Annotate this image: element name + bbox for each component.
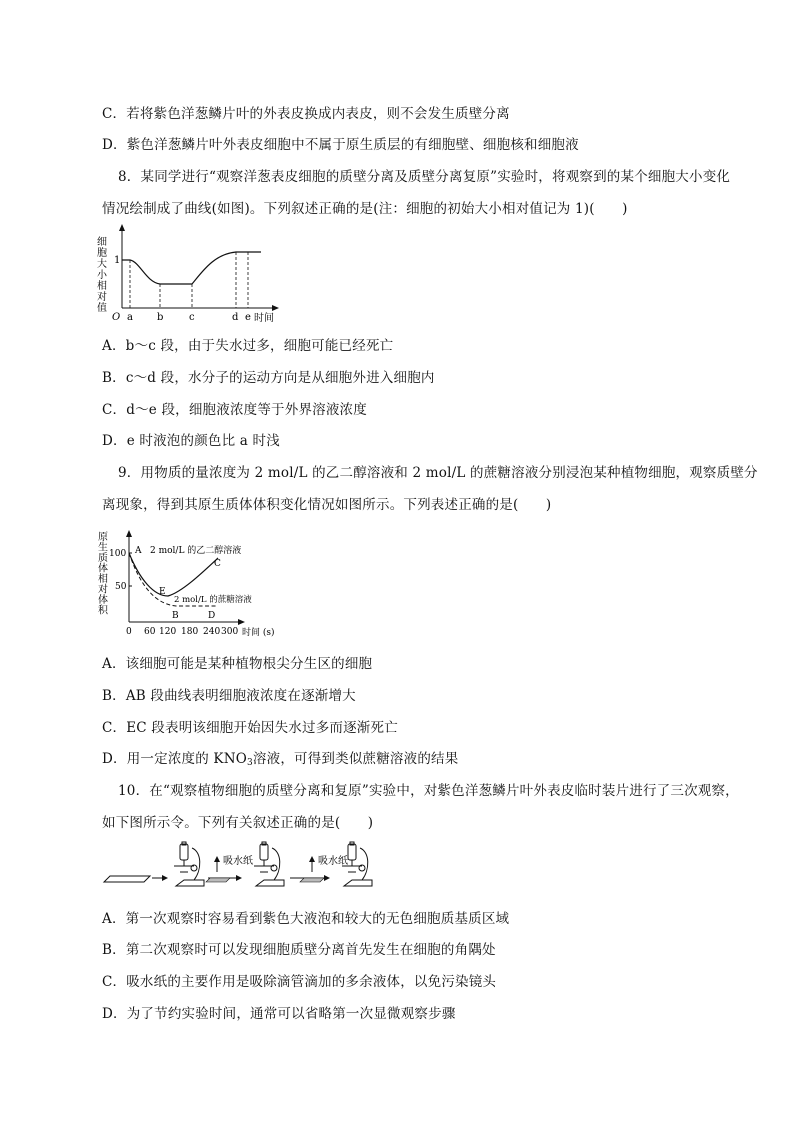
q9-series-ethylene-glycol-curve xyxy=(129,553,218,596)
q10-slide-3 xyxy=(300,878,324,882)
q9-x-axis-label: 时间 (s) xyxy=(242,628,275,638)
q10-option-a: A．第一次观察时容易看到紫色大液泡和较大的无色细胞质基质区域 xyxy=(102,911,510,927)
q9-protoplast-volume-chart xyxy=(96,528,296,642)
q9-point-b: B xyxy=(172,611,179,621)
q10-procedure-figure xyxy=(100,838,420,900)
q9-point-d: D xyxy=(208,611,216,621)
q9-point-a: A xyxy=(135,546,142,556)
q9-xtick-240: 240 xyxy=(203,627,221,637)
q9-option-b: B．AB 段曲线表明细胞液浓度在逐渐增大 xyxy=(102,688,356,704)
q10-slide-1 xyxy=(104,876,150,882)
q8-stem-line2: 情况绘制成了曲线(如图)。下列叙述正确的是(注：细胞的初始大小相对值记为 1)( ) xyxy=(102,201,628,217)
q10-slide-2 xyxy=(206,878,230,882)
q8-y-axis-label: 细胞大小相对值 xyxy=(94,236,106,312)
q10-label-absorbent-paper-2: 吸水纸 xyxy=(318,856,348,867)
q9-ytick-50: 50 xyxy=(115,582,127,592)
q9-option-d: D．用一定浓度的 $KNO_3$溶液，可得到类似蔗糖溶液的结果 xyxy=(102,751,459,768)
q8-option-c: C．d～e 段，细胞液浓度等于外界溶液浓度 xyxy=(102,402,367,418)
q9-point-e: E xyxy=(159,587,166,597)
q7-option-d: D．紫色洋葱鳞片叶外表皮细胞中不属于原生质层的有细胞壁、细胞核和细胞液 xyxy=(102,137,579,153)
q9-option-c: C．EC 段表明该细胞开始因失水过多而逐渐死亡 xyxy=(102,720,398,736)
q10-option-c: C．吸水纸的主要作用是吸除滴管滴加的多余液体，以免污染镜头 xyxy=(102,974,497,990)
q9-series2-label: 2 mol/L 的蔗糖溶液 xyxy=(174,595,252,605)
q8-option-d: D．e 时液泡的颜色比 a 时浅 xyxy=(102,433,280,449)
q9-stem-line2: 离现象，得到其原生质体体积变化情况如图所示。下列表述正确的是( ) xyxy=(102,497,552,513)
q8-option-a: A．b～c 段，由于失水过多，细胞可能已经死亡 xyxy=(102,338,394,354)
q10-option-d: D．为了节约实验时间，通常可以省略第一次显微观察步骤 xyxy=(102,1006,456,1022)
q9-xtick-180: 180 xyxy=(181,627,199,637)
q10-microscope-icon-2 xyxy=(254,842,284,886)
q9-y-axis-label: 原生质体相对体积 xyxy=(98,532,108,617)
q8-stem-line1: 8．某同学进行“观察洋葱表皮细胞的质壁分离及质壁分离复原”实验时，将观察到的某个细胞大小变化 xyxy=(118,169,731,185)
q8-xtick-c: c xyxy=(189,312,195,323)
q7-option-c: C．若将紫色洋葱鳞片叶的外表皮换成内表皮，则不会发生质壁分离 xyxy=(102,106,510,122)
q10-stem-line2: 如下图所示令。下列有关叙述正确的是( ) xyxy=(102,815,374,831)
q9-point-c: C xyxy=(214,559,221,569)
q10-stem-line1: 10．在“观察植物细胞的质壁分离和复原”实验中，对紫色洋葱鳞片叶外表皮临时装片进行了三次观察， xyxy=(118,783,739,799)
q9-xtick-300: 300 xyxy=(221,627,239,637)
q8-x-axis-label: 时间 xyxy=(254,313,274,324)
q9-xtick-120: 120 xyxy=(159,627,177,637)
q9-stem-line1: 9．用物质的量浓度为 2 mol/L 的乙二醇溶液和 2 mol/L 的蔗糖溶液分别浸泡某种植物细胞，观察质壁分 xyxy=(118,465,758,481)
q10-label-absorbent-paper-1: 吸水纸 xyxy=(223,856,253,867)
q9-series1-label: 2 mol/L 的乙二醇溶液 xyxy=(150,546,242,556)
q10-microscope-icon-1 xyxy=(174,842,204,886)
q8-option-b: B．c～d 段，水分子的运动方向是从细胞外进入细胞内 xyxy=(102,370,435,386)
q9-xtick-60: 60 xyxy=(144,627,156,637)
q9-option-a: A．该细胞可能是某种植物根尖分生区的细胞 xyxy=(102,656,373,672)
q8-curve xyxy=(122,252,261,284)
q9-ytick-100: 100 xyxy=(109,549,127,559)
q8-xtick-b: b xyxy=(157,312,164,323)
q10-option-b: B．第二次观察时可以发现细胞质壁分离首先发生在细胞的角隅处 xyxy=(102,942,496,958)
q8-origin-label: O xyxy=(112,312,121,323)
q8-ytick-1: 1 xyxy=(114,255,121,266)
q8-xtick-d: d xyxy=(232,312,239,323)
q8-cell-size-chart xyxy=(96,222,286,328)
q8-xtick-a: a xyxy=(127,312,133,323)
q8-xtick-e: e xyxy=(245,312,251,323)
q9-xtick-0: 0 xyxy=(126,627,132,637)
